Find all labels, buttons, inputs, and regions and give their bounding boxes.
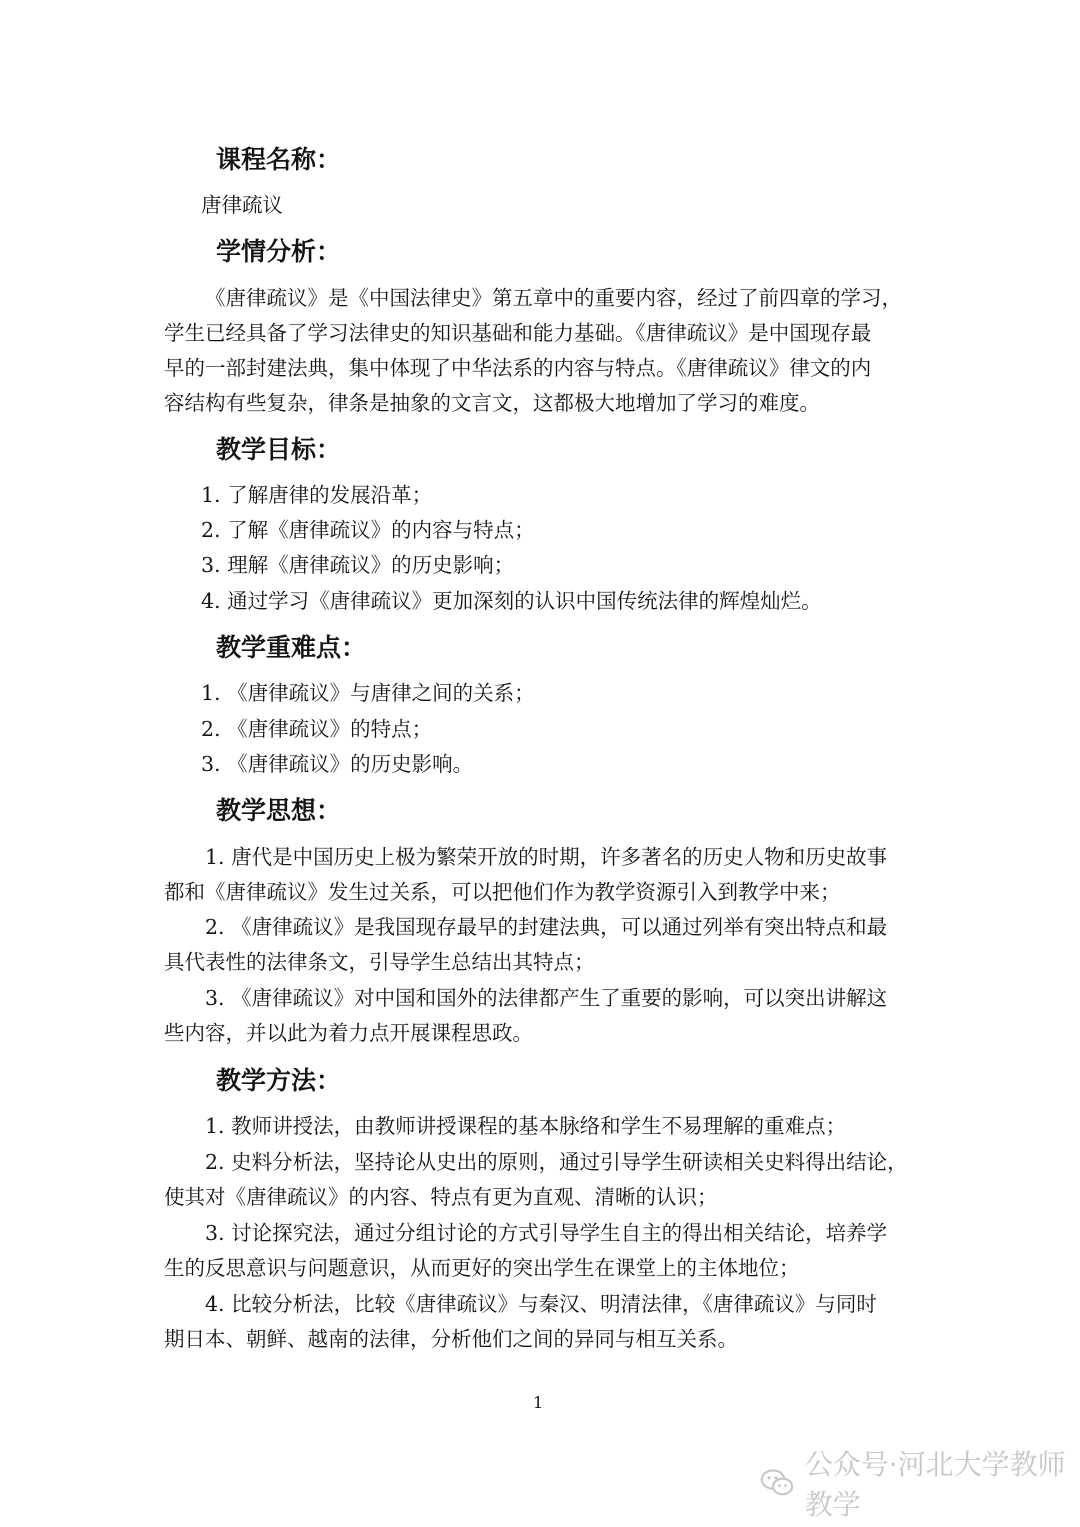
page-number: 1 [533,1393,544,1412]
analysis-line: 《唐律疏议》是《中国法律史》第五章中的重要内容，经过了前四章的学习， [205,286,902,310]
ideas-line: 1. 唐代是中国历史上极为繁荣开放的时期，许多著名的历史人物和历史故事 [205,845,888,869]
goal-item: 2. 了解《唐律疏议》的内容与特点； [201,518,535,542]
methods-line: 生的反思意识与问题意识，从而更好的突出学生在课堂上的主体地位； [164,1256,800,1280]
wechat-icon [760,1466,795,1500]
heading-ideas: 教学思想： [216,796,342,825]
key-point-item: 1. 《唐律疏议》与唐律之间的关系； [201,681,535,705]
analysis-line: 学生已经具备了学习法律史的知识基础和能力基础。《唐律疏议》是中国现存最 [164,321,872,345]
methods-line: 4. 比较分析法，比较《唐律疏议》与秦汉、明清法律，《唐律疏议》与同时 [205,1292,877,1316]
ideas-line: 具代表性的法律条文，引导学生总结出其特点； [164,950,595,974]
goal-item: 3. 理解《唐律疏议》的历史影响； [201,553,515,577]
ideas-line: 些内容，并以此为着力点开展课程思政。 [164,1021,533,1045]
methods-line: 使其对《唐律疏议》的内容、特点有更为直观、清晰的认识； [164,1185,718,1209]
methods-line: 2. 史料分析法，坚持论从史出的原则，通过引导学生研读相关史料得出结论， [205,1150,908,1174]
ideas-line: 3. 《唐律疏议》对中国和国外的法律都产生了重要的影响，可以突出讲解这 [205,986,888,1010]
heading-methods: 教学方法： [216,1066,342,1095]
course-name-value: 唐律疏议 [201,193,283,217]
methods-line: 1. 教师讲授法，由教师讲授课程的基本脉络和学生不易理解的重难点； [205,1114,847,1138]
heading-goals: 教学目标： [216,435,342,464]
goal-item: 4. 通过学习《唐律疏议》更加深刻的认识中国传统法律的辉煌灿烂。 [201,589,822,613]
analysis-line: 早的一部封建法典，集中体现了中华法系的内容与特点。《唐律疏议》律文的内 [164,356,872,380]
watermark [760,1448,1080,1521]
methods-line: 3. 讨论探究法，通过分组讨论的方式引导学生自主的得出相关结论，培养学 [205,1221,888,1245]
ideas-line: 都和《唐律疏议》发生过关系，可以把他们作为教学资源引入到教学中来； [164,880,841,904]
key-point-item: 3. 《唐律疏议》的历史影响。 [201,752,474,776]
goal-item: 1. 了解唐律的发展沿革； [201,483,433,507]
methods-line: 期日本、朝鲜、越南的法律，分析他们之间的异同与相互关系。 [164,1327,738,1351]
key-point-item: 2. 《唐律疏议》的特点； [201,717,433,741]
ideas-line: 2. 《唐律疏议》是我国现存最早的封建法典，可以通过列举有突出特点和最 [205,915,888,939]
heading-key-points: 教学重难点： [216,633,367,662]
watermark-text: 公众号·河北大学教师教学 [804,1448,1066,1521]
analysis-line: 容结构有些复杂，律条是抽象的文言文，这都极大地增加了学习的难度。 [164,391,820,415]
heading-analysis: 学情分析： [216,237,342,266]
heading-course-name: 课程名称： [216,145,342,174]
